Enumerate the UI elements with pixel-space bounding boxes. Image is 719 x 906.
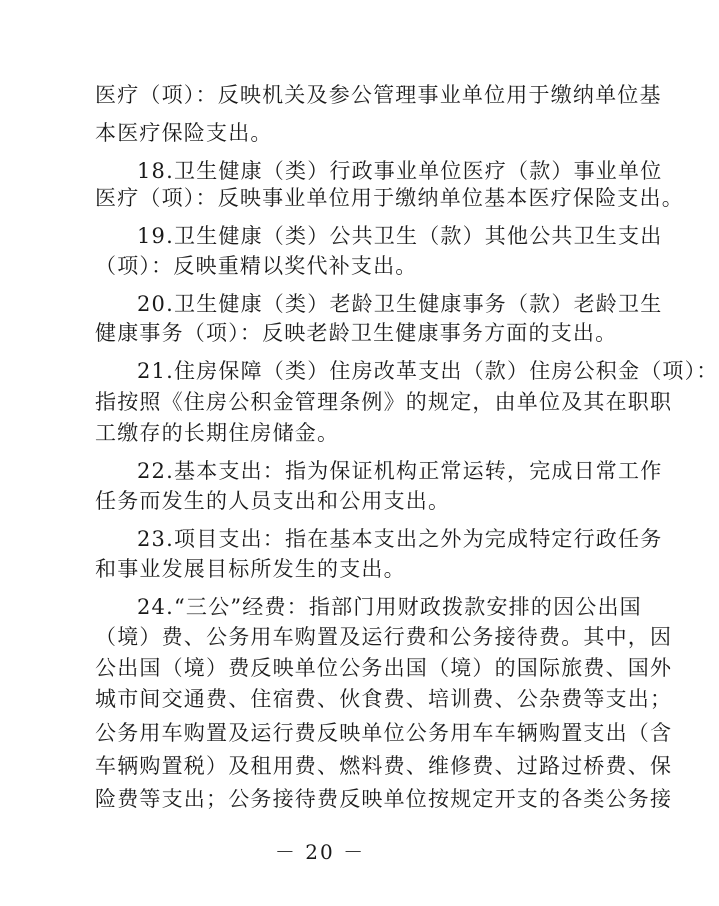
text-line: 指按照《住房公积金管理条例》的规定，由单位及其在职职 [95, 390, 673, 414]
text-line: （境）费、公务用车购置及运行费和公务接待费。其中，因 [95, 625, 673, 649]
text-line: 本医疗保险支出。 [95, 121, 273, 145]
text-line: 19.卫生健康（类）公共卫生（款）其他公共卫生支出 [137, 224, 663, 248]
text-line: 健康事务（项）：反映老龄卫生健康事务方面的支出。 [95, 321, 618, 345]
text-line: 24.“三公”经费：指部门用财政拨款安排的因公出国 [137, 595, 642, 619]
text-line: 23.项目支出：指在基本支出之外为完成特定行政任务 [137, 527, 663, 551]
text-line: 22.基本支出：指为保证机构正常运转，完成日常工作 [137, 459, 663, 483]
text-line: 18.卫生健康（类）行政事业单位医疗（款）事业单位 [137, 159, 663, 183]
text-line: 工缴存的长期住房储金。 [95, 421, 340, 445]
text-line: 险费等支出；公务接待费反映单位按规定开支的各类公务接 [95, 787, 673, 811]
text-line: 医疗（项）：反映事业单位用于缴纳单位基本医疗保险支出。 [95, 186, 684, 210]
page-number: － 20 － [274, 840, 366, 864]
text-line: （项）：反映重精以奖代补支出。 [95, 254, 418, 278]
text-line: 20.卫生健康（类）老龄卫生健康事务（款）老龄卫生 [137, 292, 663, 316]
text-line: 公务用车购置及运行费反映单位公务用车车辆购置支出（含 [95, 721, 673, 745]
text-line: 和事业发展目标所发生的支出。 [95, 557, 406, 581]
text-line: 城市间交通费、住宿费、伙食费、培训费、公杂费等支出； [95, 687, 673, 711]
text-line: 车辆购置税）及租用费、燃料费、维修费、过路过桥费、保 [95, 754, 673, 778]
text-line: 任务而发生的人员支出和公用支出。 [95, 489, 451, 513]
text-line: 21.住房保障（类）住房改革支出（款）住房公积金（项）： [137, 359, 719, 383]
text-line: 医疗（项）：反映机关及参公管理事业单位用于缴纳单位基 [95, 83, 662, 107]
text-line: 公出国（境）费反映单位公务出国（境）的国际旅费、国外 [95, 656, 673, 680]
